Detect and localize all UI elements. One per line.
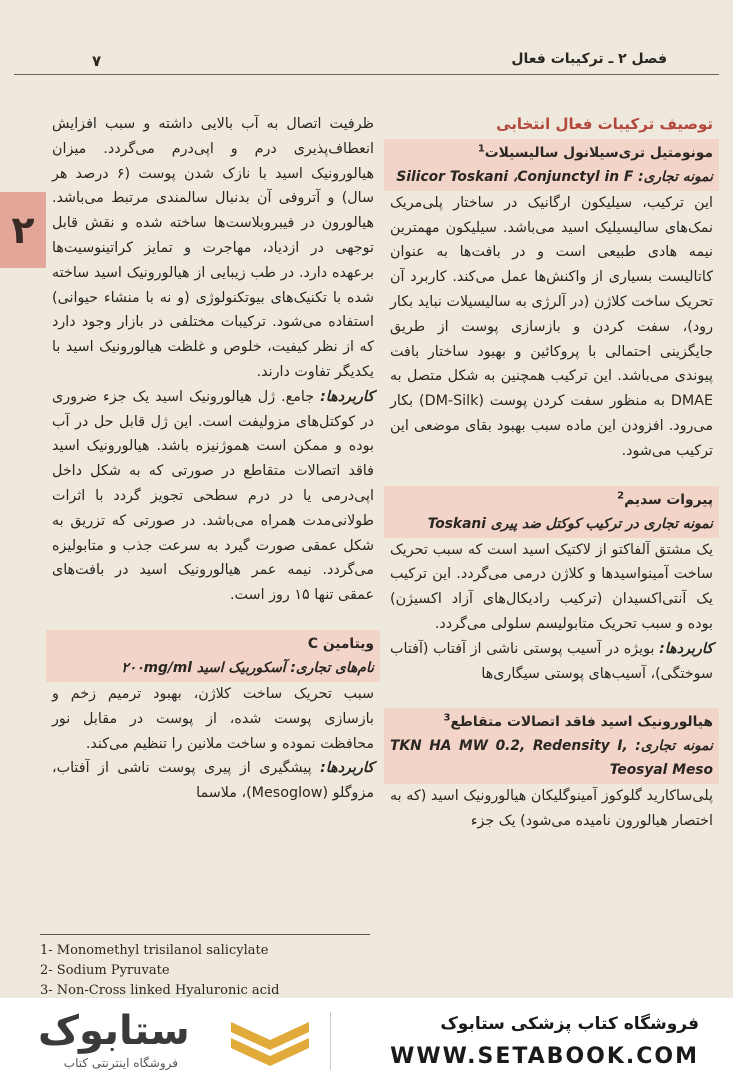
logo-divider [330,1012,331,1070]
left-column [52,112,374,806]
chapter-tab: ۲ [0,192,46,268]
entry-title: هیالورونیک اسید فاقد اتصالات متقاطع [450,714,713,731]
usage-text: جامع. ژل هیالورونیک اسید یک جزء ضروری در کوکتل‌های مزولیفت است. این ژل قابل حل در آب بوده و ممکن است هموژنیزه باشد. هیالورونیک اسید فاقد اتصالات متقاطع در صورتی که به شکل داخل اپی‌درمی یا در درم سطحی تجویز گردد با اثرات طولانی‌مدت همراه می‌باشد. در صورتی که تزریق به شکل عمقی صورت گیرد به سرعت جذب و متابولیزه می‌گردد. نیمه عمر هیالورونیک اسید در بافت‌های عمقی تنها ۱۵ روز است. [52,388,374,604]
brand-value: Silicor Toskani ،Conjunctyl in F [396,168,634,185]
brand-value: TKN HA MW 0.2, Redensity I, Teosyal Meso [390,738,713,779]
page-number: ۷ [92,52,102,70]
section-title: توصیف ترکیبات فعال انتخابی [496,115,713,133]
usage-text: پیشگیری از پیری پوست ناشی از آفتاب، مزوگلو (Mesoglow)، ملاسما [52,760,374,802]
entry-heading-box [46,630,380,682]
footnote: 1- Monomethyl trisilanol salicylate [40,943,269,958]
brand-value: نمونه تجاری در ترکیب کوکتل ضد پیری Toskani [427,515,713,532]
entry-title: ویتامین C [307,635,374,652]
entry-heading-box [384,708,719,784]
entry-body: پلی‌ساکارید گلوکوز آمینوگلیکان هیالورونیک اسید (که به اختصار هیالورون نامیده می‌شود) یک جزء [390,788,713,830]
header-divider [14,74,719,75]
logo-wordmark: ستابوک [38,1008,190,1054]
chapter-title: فصل ۲ ـ ترکیبات فعال [511,51,667,67]
footnote-ref: 3 [443,712,451,724]
usage-label: کاربردها: [320,388,375,405]
entry-title: مونومتیل تری‌سیلانول سالیسیلات [484,144,713,161]
logo-chevron-icon [225,1016,315,1066]
store-url[interactable]: WWW.SETABOOK.COM [390,1044,699,1069]
entry-body: سبب تحریک ساخت کلاژن، بهبود ترمیم زخم و بازسازی پوست شده، از پوست در مقابل نور محافظت نموده و ساخت ملانین را تنظیم می‌کند. [52,685,374,752]
footnote: 3- Non-Cross linked Hyaluronic acid [40,983,280,998]
usage-text: بویژه در آسیب پوستی ناشی از آفتاب (آفتاب سوختگی)، آسیب‌های پوستی سیگاری‌ها [390,640,713,682]
brand-label: نمونه تجاری: [635,738,713,755]
right-column [390,112,713,834]
store-name: فروشگاه کتاب پزشکی ستابوک [440,1014,699,1034]
footnote: 2- Sodium Pyruvate [40,963,170,978]
brand-label: نمونه تجاری: [638,168,713,185]
brand-value: نام‌های تجاری: آسکوربیک اسید ۲۰۰mg/ml [121,659,374,676]
entry-heading-box [384,486,719,538]
paragraph: ظرفیت اتصال به آب بالایی داشته و سبب افزایش انعطاف‌پذیری درم و اپی‌درم می‌گردد. میزان هیالورونیک اسید با نازک شدن پوست (۶ درصد هر سال) و آتروفی آن بدنبال سالمندی مرتبط می‌باشد. هیالورون در فیبروبلاست‌ها ساخته شده و نقش قابل توجهی در ازدیاد، مهاجرت و تمایز کراتینوسیت‌ها برعهده دارد. در طب زیبایی از هیالورونیک اسید ساخته شده با تکنیک‌های بیوتکنولوژی (و نه با منشاء حیوانی) استفاده می‌شود. ترکیبات مختلفی در بازار وجود دارد که از نظر کیفیت، خلوص و غلظت هیالورونیک اسید با یکدیگر تفاوت دارند. [52,116,375,380]
usage-label: کاربردها: [659,640,714,657]
footnote-ref: 1 [477,143,485,155]
footnote-ref: 2 [617,489,625,501]
footnotes [40,934,370,1001]
entry-body: این ترکیب، سیلیکون ارگانیک در ساختار پلی‌مریک نمک‌های سالیسیلیک اسید می‌باشد. سیلیکون مهمترین نیمه هادی طبیعی است و در بافت‌ها به عنوان کاتالیست بسیاری از واکنش‌ها عمل می‌کند. کاربرد آن تحریک ساخت کلاژن (در آلرژی به سالیسیلات نباید بکار رود)، سفت کردن و بازسازی پوست از طریق جایگزینی احتمالی با پروکائین و بهبود ساختار بافت پیوندی می‌باشد. این ترکیب همچنین به شکل متصل به DMAE به منظور سفت کردن پوست (DM-Silk) بکار می‌رود. افزودن این ماده سبب بهبود بقای موضعی این ترکیب می‌شود. [390,194,713,459]
entry-heading-box [384,139,719,191]
logo-tagline: فروشگاه اینترنتی کتاب [63,1056,178,1070]
usage-label: کاربردها: [320,760,374,777]
entry-body: یک مشتق آلفاکتو از لاکتیک اسید است که سبب تحریک ساخت آمینواسیدها و کلاژن درمی می‌گردد. این ترکیب یک آنتی‌اکسیدان (ترکیب رادیکال‌های آزاد اکسیژن) بوده و سبب تحریک متابولیسم سلولی می‌گردد. [390,541,713,632]
entry-title: پیروات سدیم [624,491,713,508]
